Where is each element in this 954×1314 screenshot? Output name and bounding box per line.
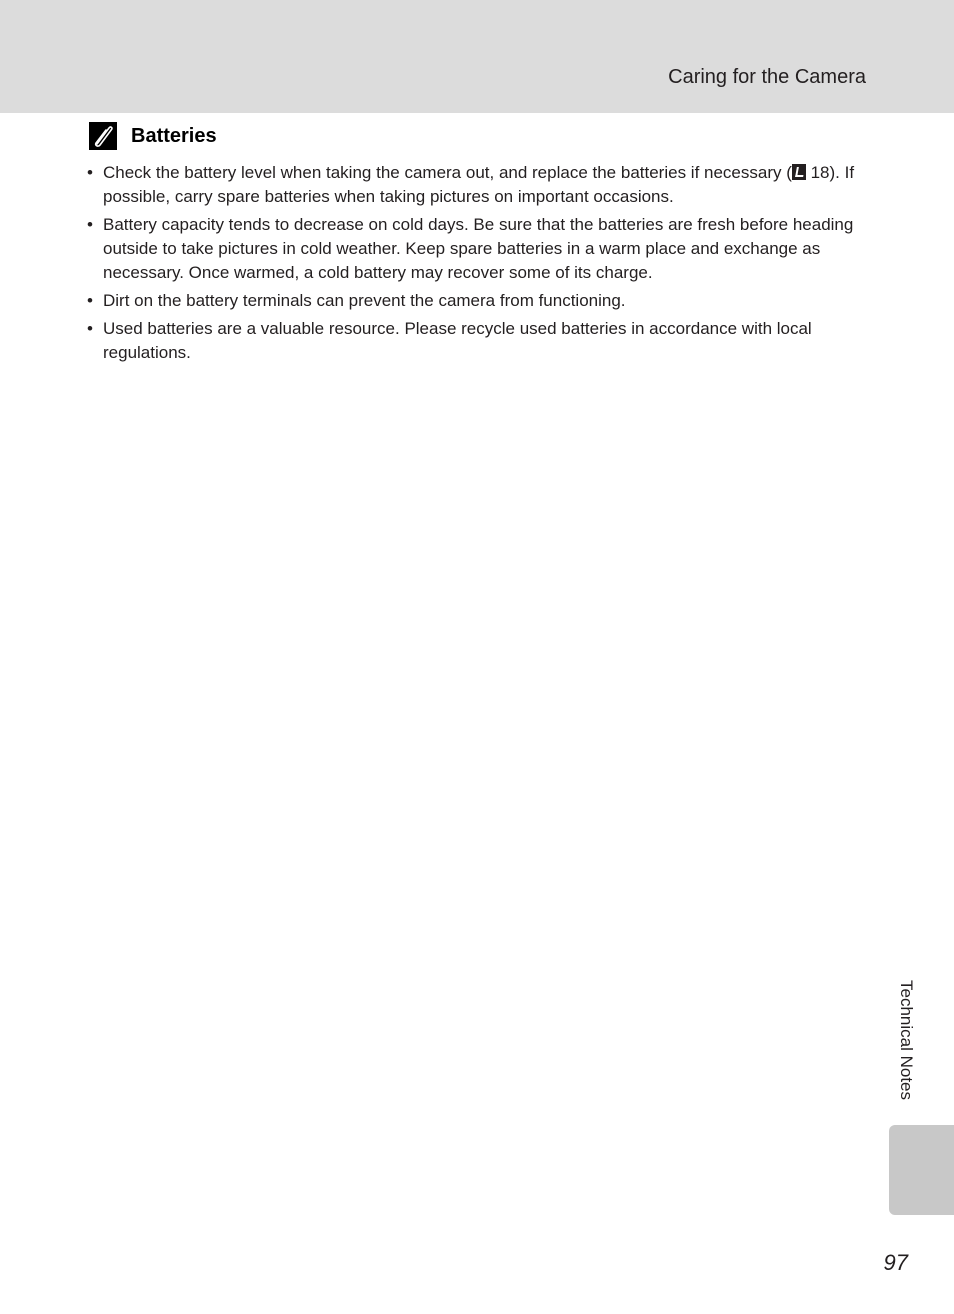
list-item <box>87 213 867 285</box>
side-section-label: Technical Notes <box>897 980 916 1101</box>
section-heading <box>89 121 217 151</box>
list-item <box>87 289 867 313</box>
side-tab <box>889 1125 954 1215</box>
header-band <box>0 0 954 113</box>
reference-icon <box>792 164 806 180</box>
page-number: 97 <box>883 1250 908 1275</box>
note-pencil-icon <box>89 122 117 150</box>
list-item-text: Used batteries are a valuable resource. Please recycle used batteries in accordance with local regulations. <box>103 319 812 362</box>
list-item <box>87 317 867 365</box>
bullet-dot: • <box>87 319 93 338</box>
list-item-text-cont: 18). If possible, carry spare batteries when taking pictures on important occasions. <box>103 163 855 206</box>
bullet-dot: • <box>87 215 93 234</box>
bullet-list <box>87 161 867 369</box>
page-header-title: Caring for the Camera <box>668 66 866 88</box>
bullet-dot: • <box>87 291 93 310</box>
bullet-dot: • <box>87 163 93 182</box>
list-item-text: Battery capacity tends to decrease on cold days. Be sure that the batteries are fresh before heading outside to take pictures in cold weather. Keep spare batteries in a warm place and exchange as necessary. Once warmed, a cold battery may recover some of its charge. <box>103 215 854 282</box>
list-item-text: Dirt on the battery terminals can prevent the camera from functioning. <box>103 291 626 310</box>
section-title: Batteries <box>131 124 217 147</box>
list-item <box>87 161 867 209</box>
list-item-text: Check the battery level when taking the camera out, and replace the batteries if necessary ( <box>103 163 792 182</box>
